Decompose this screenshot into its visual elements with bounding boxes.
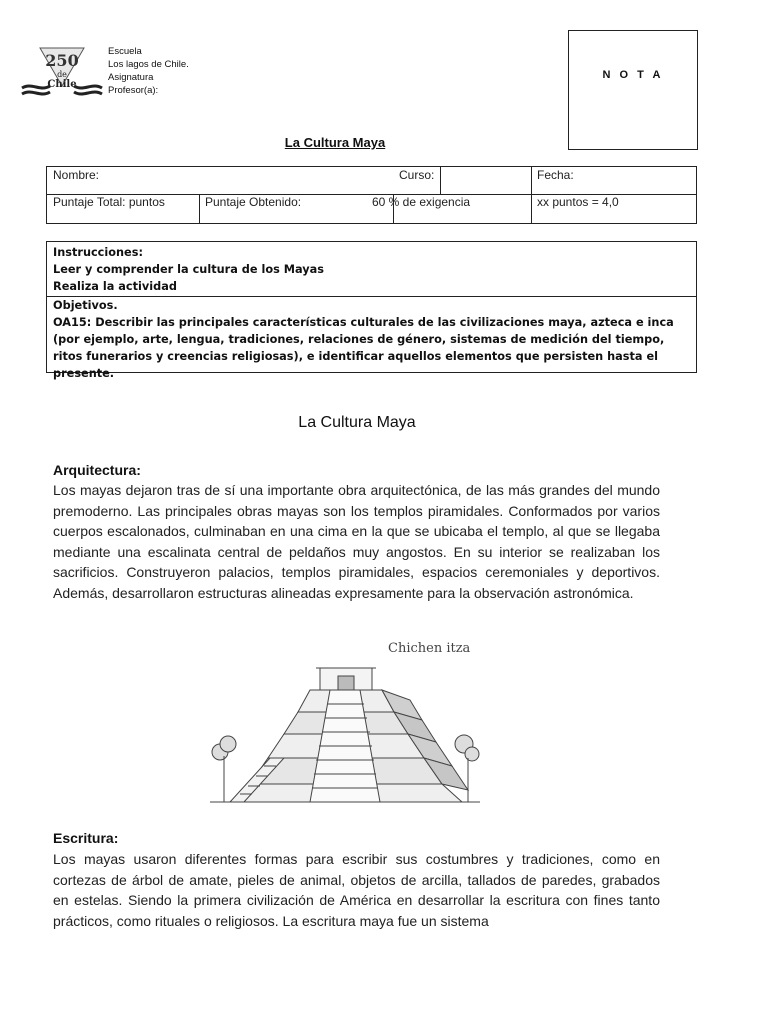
scale-field: xx puntos = 4,0 <box>537 195 619 209</box>
objectives-text: Describir las principales características culturales de las civilizaciones maya, azteca e inca (por ejemplo, arte, lengua, tradiciones, relaciones de género, sistemas de medición del tiempo, ritos funerarios y creencias religiosas), e identificar aquellos elementos que persisten hasta el presente. <box>53 316 674 380</box>
grade-box <box>568 30 698 150</box>
chichen-itza-illustration <box>210 660 480 808</box>
document-title: La Cultura Maya <box>298 414 416 431</box>
instructions-heading: Instrucciones: <box>53 246 143 259</box>
school-logo <box>18 42 106 114</box>
school-line: Los lagos de Chile. <box>108 59 189 70</box>
objectives-code: OA15: <box>53 316 92 329</box>
svg-text:250: 250 <box>45 51 79 70</box>
course-field: Curso: <box>399 168 435 182</box>
header-title: La Cultura Maya <box>284 135 386 150</box>
obtained-score-field: Puntaje Obtenido: <box>205 195 302 209</box>
total-score-field: Puntaje Total: puntos <box>53 195 165 209</box>
instruction-line: Realiza la actividad <box>53 280 177 293</box>
student-info-table <box>46 166 697 224</box>
objectives-body <box>53 314 686 382</box>
school-info <box>108 45 189 97</box>
instruction-line: Leer y comprender la cultura de los Mayas <box>53 263 324 276</box>
grade-label: N O T A <box>602 69 664 81</box>
image-caption: Chichen itza <box>388 641 471 656</box>
date-field: Fecha: <box>537 168 574 182</box>
instructions-box <box>46 241 697 380</box>
svg-text:Chile: Chile <box>47 79 77 90</box>
architecture-paragraph: Los mayas dejaron tras de sí una importante obra arquitectónica, de las más grandes del mundo premoderno. Las principales obras mayas son los templos piramidales. Conformados por varios cuerpos escalonados, culminaban en una cima en la que se ubicaba el templo, al que se llegaba mediante una escalinata central de peldaños muy angostos. En su interior se realizaban los sacrificios. Construyeron palacios, templos piramidales, espacios ceremoniales y deportivos. Además, desarrollaron estructuras alineadas expresamente para la observación astronómica. <box>53 482 660 601</box>
architecture-heading: Arquitectura: <box>53 462 141 478</box>
requirement-field: 60 % de exigencia <box>372 195 471 209</box>
writing-paragraph: Los mayas usaron diferentes formas para escribir sus costumbres y tradiciones, como en cortezas de árbol de amate, pieles de animal, objetos de arcilla, tallados de paredes, grabados en estelas. Siendo la primera civilización de América en desarrollar la escritura con fines tanto prácticos, como rituales o religiosos. La escritura maya fue un sistema <box>53 851 660 929</box>
writing-heading: Escritura: <box>53 830 119 846</box>
svg-text:de: de <box>57 70 67 79</box>
school-line: Profesor(a): <box>108 85 159 96</box>
school-line: Escuela <box>108 46 142 57</box>
name-field: Nombre: <box>53 168 100 182</box>
objectives-heading: Objetivos. <box>53 299 118 312</box>
school-line: Asignatura <box>108 72 154 83</box>
objectives-block <box>53 297 686 382</box>
